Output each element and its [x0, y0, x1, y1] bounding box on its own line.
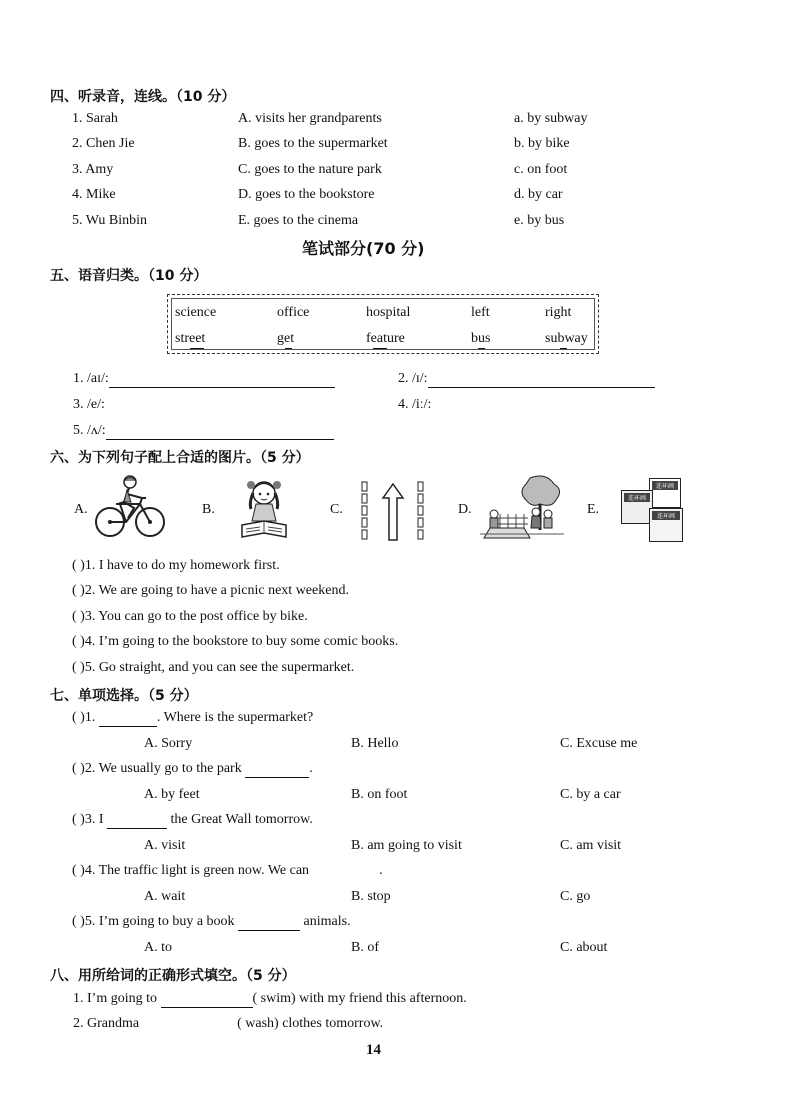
word: right [545, 305, 572, 320]
word: feature [366, 331, 405, 346]
question-text: ( wash) clothes tomorrow. [237, 1016, 384, 1031]
option[interactable]: B. am going to visit [351, 838, 462, 853]
match-transport: a. by subway [514, 111, 588, 126]
question-text: . Where is the supermarket? [156, 710, 314, 725]
option[interactable]: C. go [560, 889, 591, 904]
answer-blank[interactable] [238, 914, 300, 931]
question-text: ( swim) with my friend this afternoon. [252, 991, 467, 1006]
picnic-picture [480, 474, 564, 540]
match-name: 5. Wu Binbin [72, 213, 148, 228]
comic-book-label: 连环画 [652, 481, 678, 490]
mc-question-4 [72, 863, 383, 879]
answer-blank[interactable] [309, 863, 379, 879]
comic-book-label: 连环画 [652, 511, 680, 520]
answer-blank[interactable] [428, 371, 655, 388]
section-7-title: 七、单项选择。（5 分） [50, 688, 198, 704]
option[interactable]: B. of [351, 940, 379, 955]
match-sentence: ( )5. Go straight, and you can see the supermarket. [72, 660, 355, 675]
letter-underline [285, 348, 292, 349]
phonics-q4-label: 4. /iː/: [398, 397, 432, 412]
option[interactable]: B. Hello [351, 736, 399, 751]
section-4-title: 四、听录音，连线。（10 分） [50, 89, 236, 105]
answer-paren[interactable]: ( ) [72, 761, 85, 776]
mc-question-1 [72, 710, 313, 727]
picture-label: B. [202, 502, 215, 517]
match-activity: D. goes to the bookstore [238, 187, 375, 202]
match-activity: E. goes to the cinema [238, 213, 359, 228]
answer-blank[interactable] [107, 812, 167, 829]
match-transport: e. by bus [514, 213, 565, 228]
answer-paren[interactable]: ( ) [72, 812, 85, 827]
comic-book [649, 508, 683, 542]
question-text: . [379, 863, 383, 878]
answer-paren[interactable]: ( ) [72, 863, 85, 878]
word: bus [471, 331, 491, 346]
comic-book [649, 478, 681, 508]
option[interactable]: A. Sorry [144, 736, 193, 751]
question-text: 5. I’m going to buy a book [84, 914, 235, 929]
match-sentence: ( )4. I’m going to the bookstore to buy some comic books. [72, 634, 399, 649]
section-8-title: 八、用所给词的正确形式填空。（5 分） [50, 968, 296, 984]
comic-books-picture [619, 476, 685, 542]
option[interactable]: A. visit [144, 838, 186, 853]
section-5-title: 五、语音归类。（10 分） [50, 268, 208, 284]
answer-blank[interactable] [99, 710, 157, 727]
phonics-q2 [398, 371, 655, 388]
fill-question-1 [73, 991, 467, 1008]
question-text: 2. Grandma [73, 1016, 140, 1031]
picture-label: E. [587, 502, 600, 517]
phonics-q5 [73, 423, 334, 440]
letter-underline [190, 348, 204, 349]
picture-label: D. [458, 502, 472, 517]
match-sentence: ( )2. We are going to have a picnic next weekend. [72, 583, 349, 598]
option[interactable]: A. to [144, 940, 172, 955]
match-name: 1. Sarah [72, 111, 118, 126]
letter-underline [478, 348, 485, 349]
question-text: 4. The traffic light is green now. We can [84, 863, 310, 878]
picture-label: A. [74, 502, 88, 517]
option[interactable]: C. Excuse me [560, 736, 638, 751]
phonics-q5-label: 5. /ʌ/: [73, 423, 106, 438]
phonics-q1 [73, 371, 335, 388]
match-sentence: ( )1. I have to do my homework first. [72, 558, 280, 573]
option[interactable]: A. wait [144, 889, 186, 904]
question-text: 2. We usually go to the park [84, 761, 242, 776]
phonics-q1-label: 1. /aɪ/: [73, 371, 109, 386]
answer-blank[interactable] [245, 761, 309, 778]
match-name: 3. Amy [72, 162, 114, 177]
cyclist-picture [94, 474, 166, 540]
answer-blank[interactable] [161, 991, 253, 1008]
straight-arrow-picture [358, 480, 428, 542]
match-activity: C. goes to the nature park [238, 162, 382, 177]
fill-question-2 [73, 1016, 383, 1032]
phonics-q4 [398, 397, 431, 413]
page-number: 14 [366, 1042, 381, 1058]
question-text: 1. [84, 710, 96, 725]
answer-paren[interactable]: ( ) [72, 914, 85, 929]
match-name: 4. Mike [72, 187, 116, 202]
letter-underline [373, 348, 387, 349]
answer-paren[interactable]: ( ) [72, 710, 85, 725]
phonics-q3 [73, 397, 105, 413]
question-text: 3. I [84, 812, 104, 827]
word: get [277, 331, 295, 346]
question-text: 1. I’m going to [73, 991, 157, 1006]
word: street [175, 331, 206, 346]
mc-question-3 [72, 812, 313, 829]
mc-question-2 [72, 761, 313, 778]
word: science [175, 305, 217, 320]
phonics-q2-label: 2. /ɪ/: [398, 371, 428, 386]
option[interactable]: C. am visit [560, 838, 622, 853]
letter-underline [560, 348, 567, 349]
match-transport: c. on foot [514, 162, 568, 177]
question-text: the Great Wall tomorrow. [170, 812, 313, 827]
word: office [277, 305, 310, 320]
match-transport: b. by bike [514, 136, 570, 151]
question-text: . [309, 761, 313, 776]
word: hospital [366, 305, 411, 320]
written-part-title: 笔试部分(70 分) [302, 239, 425, 258]
match-sentence: ( )3. You can go to the post office by bike. [72, 609, 308, 624]
answer-blank[interactable] [139, 1016, 237, 1032]
phonics-q3-label: 3. /e/: [73, 397, 105, 412]
word: subway [545, 331, 588, 346]
section-6-title: 六、为下列句子配上合适的图片。（5 分） [50, 450, 310, 466]
option[interactable]: C. about [560, 940, 608, 955]
answer-blank[interactable] [109, 371, 335, 388]
comic-book-label: 连环画 [624, 493, 650, 502]
picture-label: C. [330, 502, 343, 517]
answer-blank[interactable] [106, 423, 334, 440]
question-text: animals. [303, 914, 351, 929]
match-transport: d. by car [514, 187, 563, 202]
option[interactable]: B. on foot [351, 787, 408, 802]
word: left [471, 305, 490, 320]
match-activity: B. goes to the supermarket [238, 136, 388, 151]
option[interactable]: C. by a car [560, 787, 621, 802]
match-name: 2. Chen Jie [72, 136, 135, 151]
mc-question-5 [72, 914, 351, 931]
match-activity: A. visits her grandparents [238, 111, 382, 126]
option[interactable]: B. stop [351, 889, 391, 904]
girl-reading-picture [236, 477, 292, 541]
option[interactable]: A. by feet [144, 787, 200, 802]
